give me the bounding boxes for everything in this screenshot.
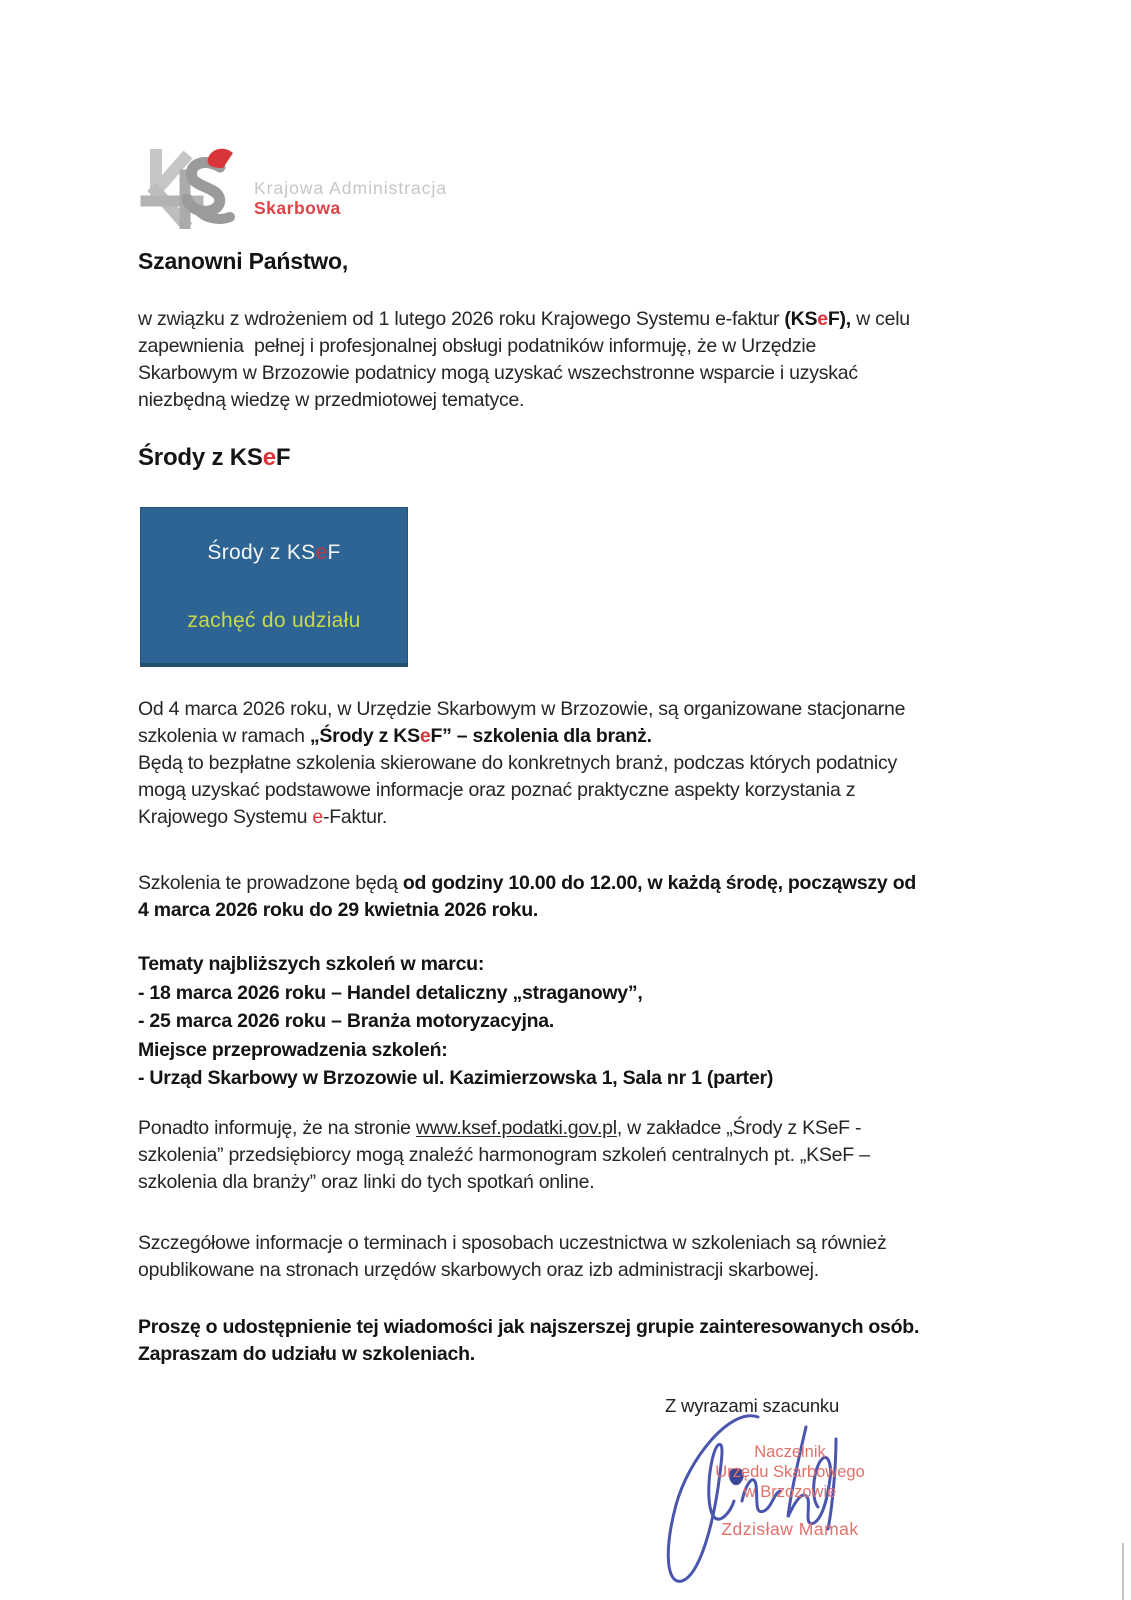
text-line: w Brzozowie (743, 1483, 837, 1501)
banner-subtitle: zachęć do udziału (187, 609, 361, 632)
kas-monogram-icon (140, 147, 246, 229)
text-line: Urzędu Skarbowego (715, 1463, 865, 1481)
logo-org-line2: Skarbowa (254, 198, 341, 218)
text-line: Zapraszam do udziału w szkoleniach. (138, 1343, 475, 1365)
section-heading: Środy z KSeF (138, 444, 291, 471)
official-stamp (695, 1442, 885, 1502)
text-line: Szkolenia te prowadzone będą od godziny 10.00 do 12.00, w każdą środę, począwszy od (138, 872, 917, 894)
topics-paragraph (138, 950, 773, 1093)
intro-paragraph (138, 306, 910, 414)
time-paragraph (138, 870, 916, 924)
text-line: szkolenia dla branży” oraz linki do tych spotkań online. (138, 1171, 595, 1193)
text-line: Będą to bezpłatne szkolenia skierowane do konkretnych branż, podczas których podatnicy (138, 752, 897, 774)
kas-logo (140, 147, 447, 229)
text-line: w związku z wdrożeniem od 1 lutego 2026 roku Krajowego Systemu e-faktur (KSeF), w celu (138, 308, 910, 330)
text-line: mogą uzyskać podstawowe informacje oraz poznać praktyczne aspekty korzystania z (138, 779, 856, 801)
text-line: niezbędną wiedzę w przedmiotowej tematyce. (138, 389, 525, 411)
text-line: szkolenia w ramach „Środy z KSeF” – szkolenia dla branż. (138, 725, 652, 747)
text-line: Ponadto informuję, że na stronie www.ksef.podatki.gov.pl, w zakładce „Środy z KSeF - (138, 1117, 862, 1139)
signer-name: Zdzisław Mamak (721, 1519, 859, 1539)
logo-red-accent (208, 149, 233, 168)
text-line: Miejsce przeprowadzenia szkoleń: (138, 1038, 448, 1061)
text-line: 4 marca 2026 roku do 29 kwietnia 2026 roku. (138, 899, 539, 921)
info-paragraph (138, 1230, 887, 1284)
greeting: Szanowni Państwo, (138, 248, 349, 274)
text-line: szkolenia” przedsiębiorcy mogą znaleźć harmonogram szkoleń centralnych pt. „KSeF – (138, 1144, 870, 1166)
ksef-banner (140, 507, 408, 667)
text-line: - Urząd Skarbowy w Brzozowie ul. Kazimierzowska 1, Sala nr 1 (parter) (138, 1067, 774, 1089)
text-line: opublikowane na stronach urzędów skarbowych oraz izb administracji skarbowej. (138, 1259, 819, 1281)
logo-org-line1: Krajowa Administracja (254, 178, 448, 198)
text-line: zapewnienia pełnej i profesjonalnej obsługi podatników informuję, że w Urzędzie (138, 335, 817, 357)
text-line: Krajowego Systemu e-Faktur. (138, 806, 388, 828)
text-line: Naczelnik (754, 1443, 826, 1461)
text-line: Proszę o udostępnienie tej wiadomości jak najszerszej grupie zainteresowanych osób. (138, 1316, 920, 1338)
closing-salutation: Z wyrazami szacunku (665, 1395, 840, 1416)
request-paragraph (138, 1314, 919, 1368)
text-line: Skarbowym w Brzozowie podatnicy mogą uzyskać wszechstronne wsparcie i uzyskać (138, 362, 858, 384)
text-line: - 25 marca 2026 roku – Branża motoryzacyjna. (138, 1010, 555, 1032)
banner-title: Środy z KSeF (207, 541, 341, 564)
text-line: Szczegółowe informacje o terminach i sposobach uczestnictwa w szkoleniach są również (138, 1232, 887, 1254)
website-paragraph (138, 1115, 870, 1196)
text-line: Od 4 marca 2026 roku, w Urzędzie Skarbowym w Brzozowie, są organizowane stacjonarne (138, 698, 906, 720)
scan-edge-artifact (1122, 1543, 1124, 1600)
text-line: Tematy najbliższych szkoleń w marcu: (138, 953, 485, 975)
schedule-paragraph (138, 696, 905, 831)
logo-text (254, 178, 447, 218)
text-line: - 18 marca 2026 roku – Handel detaliczny „straganowy”, (138, 981, 643, 1004)
